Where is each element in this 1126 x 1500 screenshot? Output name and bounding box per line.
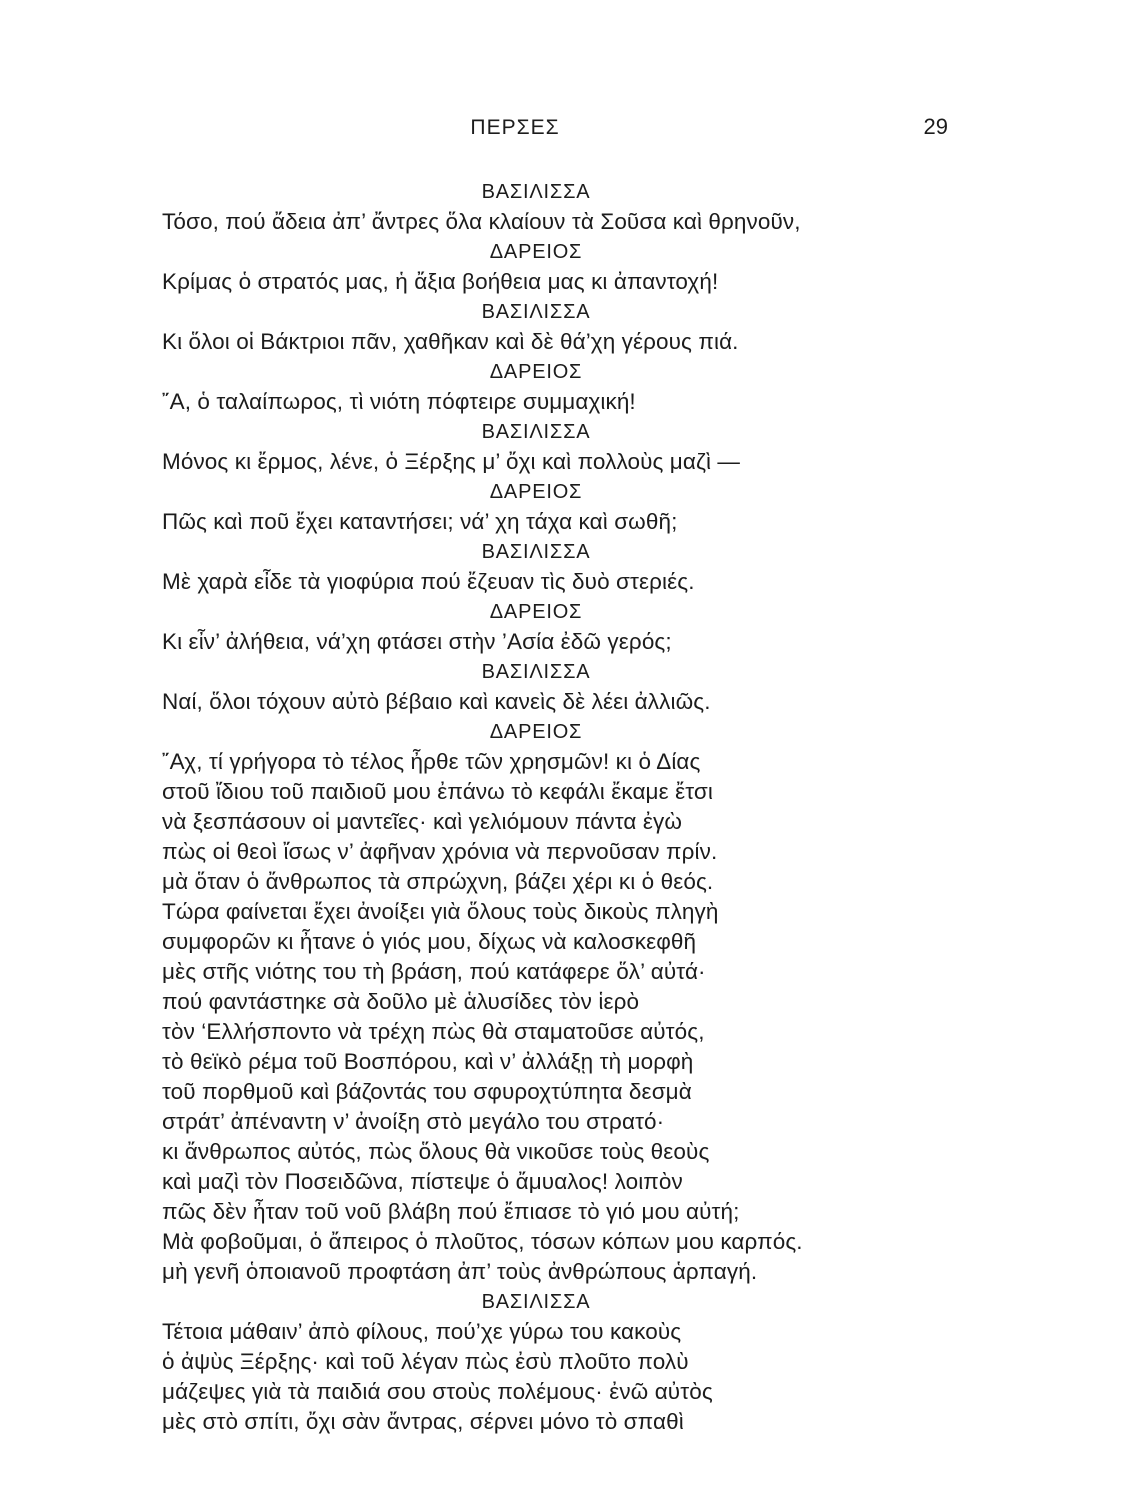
verse-line: τὸν ‘Ελλήσποντο νὰ τρέχη πὼς θὰ σταματοῦσε αὐτός, [162,1019,705,1044]
running-head: ΠΕΡΣΕΣ [470,116,560,139]
verse-line: μάζεψες γιὰ τὰ παιδιά σου στοὺς πολέμους· ἐνῶ αὐτὸς [162,1379,713,1404]
verse-line: Ναί, ὅλοι τόχουν αὐτὸ βέβαιο καὶ κανεὶς δὲ λέει ἀλλιῶς. [162,689,711,714]
verse-line: Κι εἶν’ ἀλήθεια, νά’χη φτάσει στὴν ’Ασία ἐδῶ γερός; [162,629,672,654]
verse-line: στράτ’ ἀπέναντη ν’ ἀνοίξη στὸ μεγάλο του στρατό· [162,1109,665,1134]
speaker-name: ΒΑΣΙΛΙΣΣΑ [481,541,591,563]
verse-line: ῎Αχ, τί γρήγορα τὸ τέλος ἦρθε τῶν χρησμῶν! κι ὁ Δίας [162,749,701,774]
verse-line: Τόσο, πού ἄδεια ἀπ’ ἄντρες ὅλα κλαίουν τὰ Σοῦσα καὶ θρηνοῦν, [162,209,801,234]
verse-line: νὰ ξεσπάσουν οἱ μαντεῖες· καὶ γελιόμουν πάντα ἐγὼ [162,809,683,834]
verse-line: Πῶς καὶ ποῦ ἔχει καταντήσει; νά’ χη τάχα καὶ σωθῆ; [162,509,678,534]
verse-line: μὲς στὸ σπίτι, ὄχι σὰν ἄντρας, σέρνει μόνο τὸ σπαθὶ [162,1409,684,1434]
speaker-name: ΒΑΣΙΛΙΣΣΑ [481,661,591,683]
verse-line: ὁ ἀψὺς Ξέρξης· καὶ τοῦ λέγαν πὼς ἐσὺ πλοῦτο πολὺ [162,1349,689,1374]
verse-line: τοῦ πορθμοῦ καὶ βάζοντάς του σφυροχτύπητα δεσμὰ [162,1079,692,1104]
verse-line: συμφορῶν κι ἦτανε ὁ γιός μου, δίχως νὰ καλοσκεφθῆ [162,929,697,954]
speaker-name: ΔΑΡΕΙΟΣ [489,241,583,263]
verse-line: κι ἄνθρωπος αὐτός, πὼς ὅλους θὰ νικοῦσε τοὺς θεοὺς [162,1139,710,1164]
verse-line: πὼς οἱ θεοὶ ἴσως ν’ ἀφῆναν χρόνια νὰ περνοῦσαν πρίν. [162,839,718,864]
speaker-name: ΒΑΣΙΛΙΣΣΑ [481,1291,591,1313]
verse-line: ῎Α, ὁ ταλαίπωρος, τὶ νιότη πόφτειρε συμμαχική! [162,389,636,414]
verse-line: Μὰ φοβοῦμαι, ὁ ἄπειρος ὁ πλοῦτος, τόσων κόπων μου καρπός. [162,1229,803,1254]
verse-line: τὸ θεϊκὸ ρέμα τοῦ Βοσπόρου, καὶ ν’ ἀλλάξῃ τὴ μορφὴ [162,1049,694,1074]
page-number: 29 [923,114,948,139]
verse-line: στοῦ ἴδιου τοῦ παιδιοῦ μου ἐπάνω τὸ κεφάλι ἔκαμε ἔτσι [162,779,713,804]
speaker-name: ΔΑΡΕΙΟΣ [489,361,583,383]
speaker-name: ΔΑΡΕΙΟΣ [489,721,583,743]
verse-line: Μόνος κι ἔρμος, λένε, ὁ Ξέρξης μ’ ὄχι καὶ πολλοὺς μαζὶ — [162,449,741,474]
dialogue-text [162,177,962,1437]
verse-line: Τώρα φαίνεται ἔχει ἀνοίξει γιὰ ὅλους τοὺς δικοὺς πληγὴ [162,899,719,924]
verse-line: Μὲ χαρὰ εἶδε τὰ γιοφύρια πού ἔζευαν τὶς δυὸ στεριές. [162,569,695,594]
verse-line: μὲς στῆς νιότης του τὴ βράση, πού κατάφερε ὅλ’ αὐτά· [162,959,706,984]
speaker-name: ΒΑΣΙΛΙΣΣΑ [481,421,591,443]
verse-line: πῶς δὲν ἦταν τοῦ νοῦ βλάβη πού ἔπιασε τὸ γιό μου αὐτή; [162,1199,740,1224]
speaker-name: ΔΑΡΕΙΟΣ [489,601,583,623]
verse-line: μὴ γενῆ ὁποιανοῦ προφτάση ἀπ’ τοὺς ἀνθρώπους ἁρπαγή. [162,1259,758,1284]
speaker-name: ΔΑΡΕΙΟΣ [489,481,583,503]
speaker-name: ΒΑΣΙΛΙΣΣΑ [481,181,591,203]
verse-line: πού φαντάστηκε σὰ δοῦλο μὲ ἁλυσίδες τὸν ἱερὸ [162,989,640,1014]
verse-line: Κρίμας ὁ στρατός μας, ἡ ἄξια βοήθεια μας κι ἀπαντοχή! [162,269,719,294]
verse-line: μὰ ὅταν ὁ ἄνθρωπος τὰ σπρώχνη, βάζει χέρι κι ὁ θεός. [162,869,714,894]
speaker-name: ΒΑΣΙΛΙΣΣΑ [481,301,591,323]
verse-line: Τέτοια μάθαιν’ ἀπὸ φίλους, πού’χε γύρω του κακοὺς [162,1319,682,1344]
verse-line: καὶ μαζὶ τὸν Ποσειδῶνα, πίστεψε ὁ ἄμυαλος! λοιπὸν [162,1169,683,1194]
verse-line: Κι ὅλοι οἱ Βάκτριοι πᾶν, χαθῆκαν καὶ δὲ θά’χη γέρους πιά. [162,329,739,354]
